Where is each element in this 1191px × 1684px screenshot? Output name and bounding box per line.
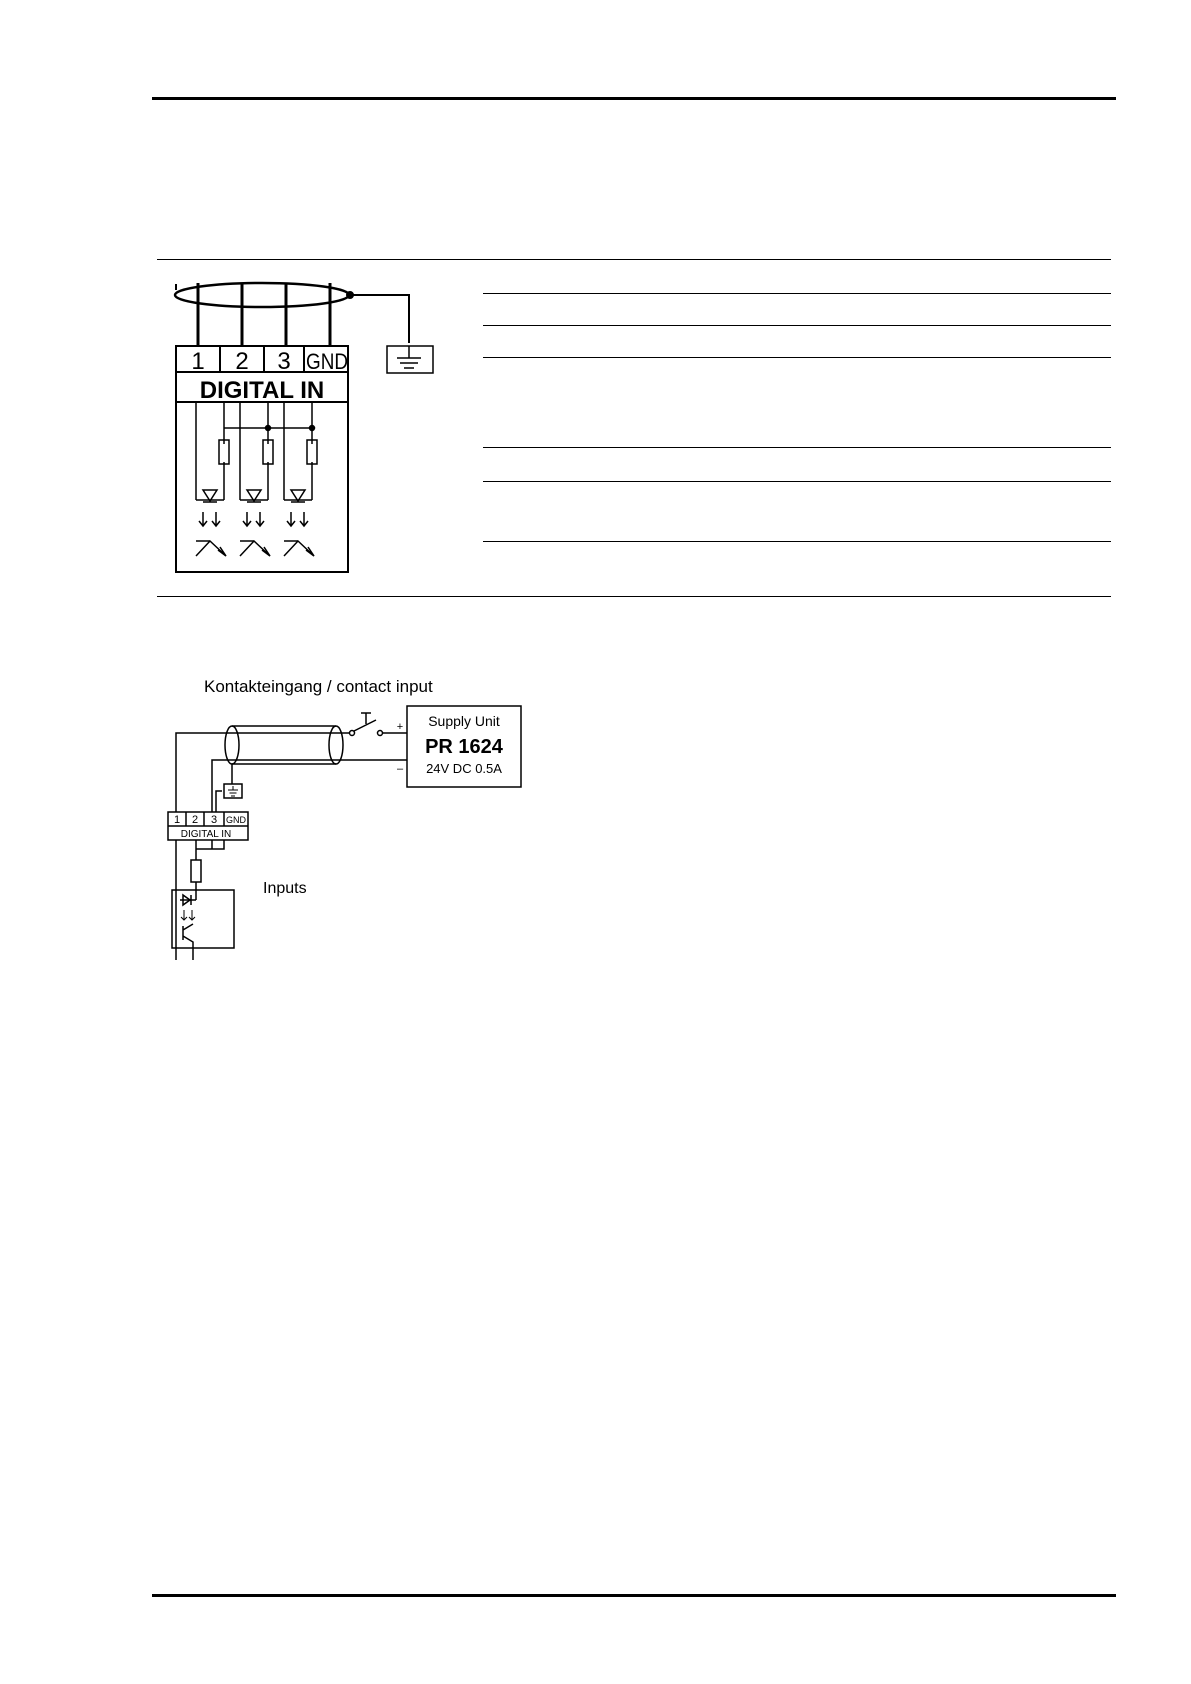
terminal-label-gnd: GND: [306, 349, 348, 374]
header-rule: [152, 97, 1116, 100]
inputs-label: Inputs: [263, 880, 307, 897]
digital-in-label: DIGITAL IN: [199, 377, 325, 404]
supply-unit-title: Supply Unit: [428, 713, 500, 729]
phototransistor-icon: [196, 541, 314, 556]
terminal-label-1: 1: [173, 814, 181, 826]
terminal-label-gnd: GND: [226, 815, 246, 825]
terminal-label-3: 3: [277, 348, 291, 375]
footer-rule: [152, 1594, 1116, 1597]
light-arrow-icon: [181, 910, 195, 920]
table-top-rule: [157, 259, 1111, 260]
terminal-label-2: 2: [191, 814, 199, 826]
digital-in-terminal-diagram: [0, 270, 480, 590]
ground-symbol-box: [387, 346, 433, 373]
terminal-label-3: 3: [210, 814, 218, 826]
supply-plus-label: +: [396, 721, 404, 733]
table-row-rule: [483, 541, 1111, 542]
contact-input-caption: Kontakteingang / contact input: [204, 677, 433, 696]
cable-shield-icon: [175, 283, 349, 307]
table-bottom-rule: [157, 596, 1111, 597]
phototransistor-icon: [183, 924, 193, 960]
table-row-rule: [483, 293, 1111, 294]
table-row-rule: [483, 447, 1111, 448]
supply-minus-label: –: [396, 763, 404, 775]
supply-unit-model: PR 1624: [425, 736, 503, 758]
optocoupler-box: [172, 890, 234, 948]
contact-input-wiring-diagram: [150, 670, 530, 960]
table-row-rule: [483, 357, 1111, 358]
table-row-rule: [483, 481, 1111, 482]
terminal-label-1: 1: [191, 348, 205, 375]
terminal-label-2: 2: [235, 348, 249, 375]
supply-unit-rating: 24V DC 0.5A: [426, 761, 502, 776]
digital-in-label: DIGITAL IN: [180, 829, 232, 840]
light-arrow-icon: [199, 512, 308, 526]
switch-icon: [354, 713, 383, 736]
table-row-rule: [483, 325, 1111, 326]
